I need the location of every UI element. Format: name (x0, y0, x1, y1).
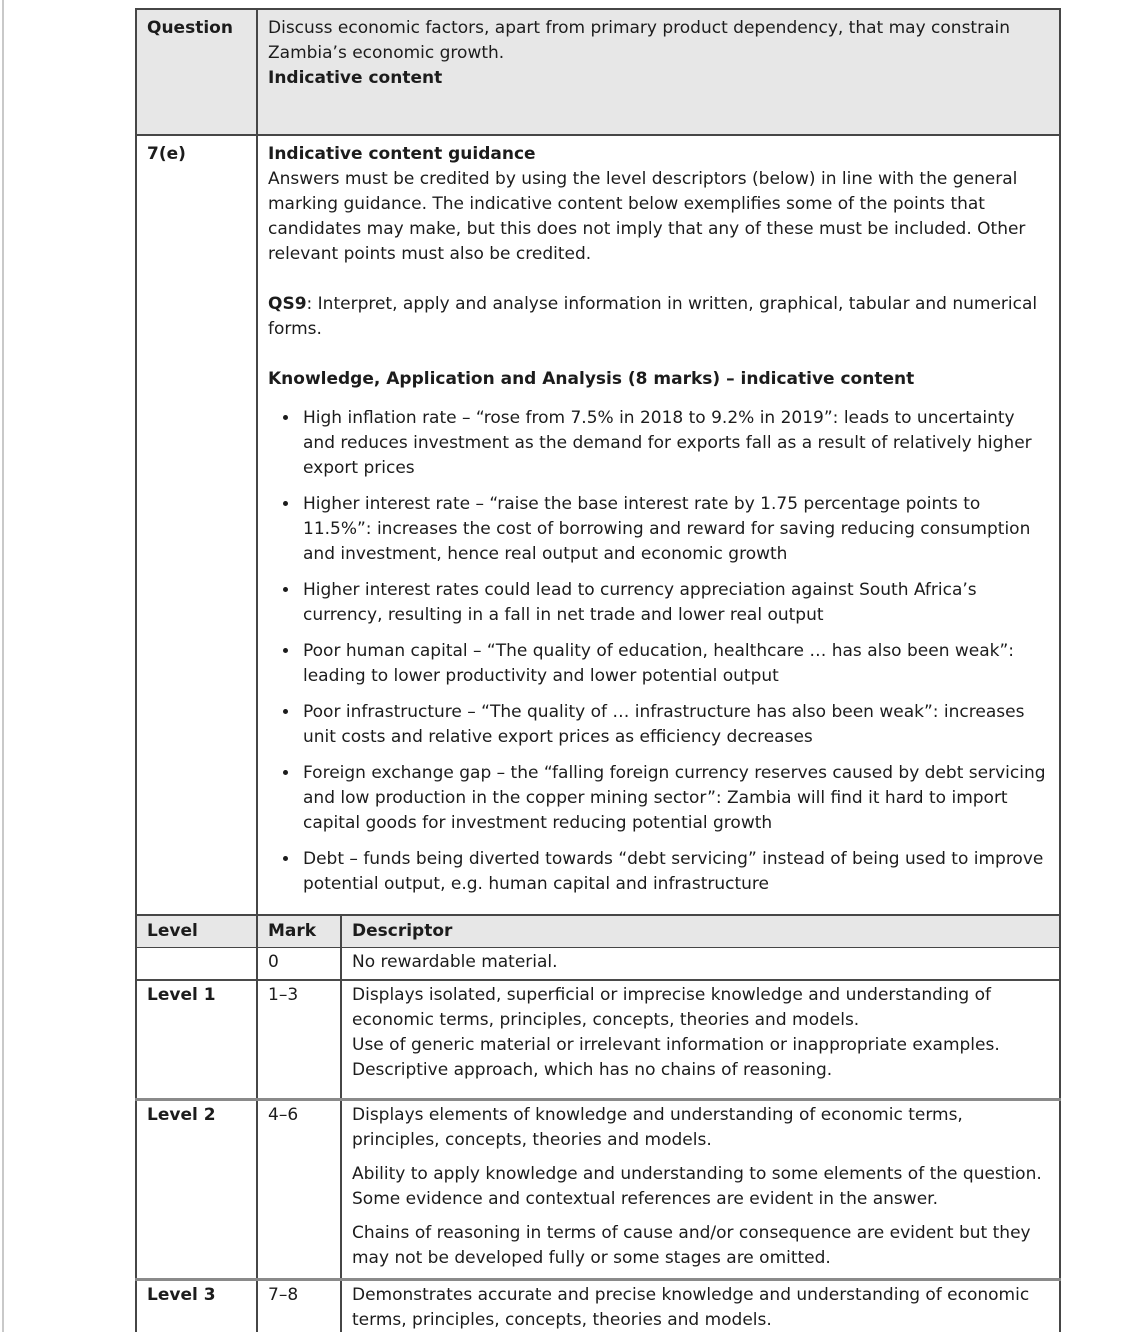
descriptor-paragraph: Demonstrates accurate and precise knowledge and understanding of economic terms, principles, concepts, theories and models. (352, 1284, 1030, 1330)
level-name-cell: Level 2 (136, 1099, 257, 1279)
question-id: 7(e) (147, 144, 186, 164)
descriptor-paragraph: Descriptive approach, which has no chains of reasoning. (352, 1060, 833, 1080)
bullet-item: • Debt – funds being diverted towards “debt servicing” instead of being used to improve potential output, e.g. human capital and infrastructure (300, 847, 1047, 897)
mark-cell: 4–6 (257, 1099, 341, 1279)
descriptor-paragraph: Displays elements of knowledge and understanding of economic terms, principles, concepts, theories and models. (352, 1104, 963, 1150)
level-header-row (136, 916, 1060, 948)
kaa-heading: Knowledge, Application and Analysis (8 marks) – indicative content (268, 369, 915, 389)
question-label-cell (136, 9, 257, 135)
question-text-cell (257, 9, 1060, 135)
level-name-cell (136, 948, 257, 981)
qs9-paragraph (268, 292, 1047, 342)
level-header-descriptor: Descriptor (341, 916, 1060, 948)
descriptor-cell (341, 948, 1060, 981)
level-row (136, 980, 1060, 1099)
descriptor-paragraph: Chains of reasoning in terms of cause and/or consequence are evident but they may not be developed fully or some stages are omitted. (352, 1222, 1031, 1268)
question-table (135, 8, 1061, 916)
level-header-mark: Mark (257, 916, 341, 948)
descriptor-paragraph: Use of generic material or irrelevant information or inappropriate examples. (352, 1035, 1000, 1055)
descriptor-cell (341, 980, 1060, 1099)
question-id-cell (136, 135, 257, 915)
page-edge-line (2, 0, 4, 1332)
indicative-content-cell (257, 135, 1060, 915)
qs9-text: : Interpret, apply and analyse information in written, graphical, tabular and numerical forms. (268, 294, 1038, 339)
mark-cell: 0 (257, 948, 341, 981)
indicative-bullet-list (268, 406, 1047, 897)
descriptor-paragraph: Ability to apply knowledge and understanding to some elements of the question. Some evidence and contextual references are evident in the answer. (352, 1163, 1042, 1209)
level-row (136, 948, 1060, 981)
bullet-item: • Foreign exchange gap – the “falling foreign currency reserves caused by debt servicing and low production in the copper mining sector”: Zambia will find it hard to import capital goods for investment reducing potential growth (300, 761, 1047, 836)
bullet-item: • Poor human capital – “The quality of education, healthcare … has also been weak”: leading to lower productivity and lower potential output (300, 639, 1047, 689)
bullet-item: • High inflation rate – “rose from 7.5% in 2018 to 9.2% in 2019”: leads to uncertainty and reduces investment as the demand for exports fall as a result of relatively higher export prices (300, 406, 1047, 481)
question-text: Discuss economic factors, apart from primary product dependency, that may constrain Zambia’s economic growth. (268, 18, 1010, 63)
indicative-content-label: Indicative content (268, 68, 443, 88)
level-table (135, 916, 1061, 1332)
level-row (136, 1099, 1060, 1279)
descriptor-paragraph: Displays isolated, superficial or imprecise knowledge and understanding of economic terms, principles, concepts, theories and models. (352, 985, 992, 1030)
descriptor-cell (341, 1279, 1060, 1332)
descriptor-paragraph: No rewardable material. (352, 952, 558, 972)
qs9-label: QS9 (268, 294, 307, 314)
bullet-item: • Higher interest rates could lead to currency appreciation against South Africa’s currency, resulting in a fall in net trade and lower real output (300, 578, 1047, 628)
mark-cell: 1–3 (257, 980, 341, 1099)
level-table-body (136, 948, 1060, 1332)
bullet-item: • Higher interest rate – “raise the base interest rate by 1.75 percentage points to 11.5%”: increases the cost of borrowing and reward for saving reducing consumption and investment, hence real output and economic growth (300, 492, 1047, 567)
question-label: Question (147, 18, 233, 38)
level-header-level: Level (136, 916, 257, 948)
question-body-row (136, 135, 1060, 915)
level-row (136, 1279, 1060, 1332)
question-header-row (136, 9, 1060, 135)
level-name-cell: Level 3 (136, 1279, 257, 1332)
descriptor-cell (341, 1099, 1060, 1279)
level-name-cell: Level 1 (136, 980, 257, 1099)
guidance-paragraph: Answers must be credited by using the level descriptors (below) in line with the general marking guidance. The indicative content below exemplifies some of the points that candidates may make, but this does not imply that any of these must be included. Other relevant points must also be credited. (268, 169, 1026, 264)
mark-cell: 7–8 (257, 1279, 341, 1332)
guidance-title: Indicative content guidance (268, 144, 536, 164)
bullet-item: • Poor infrastructure – “The quality of … infrastructure has also been weak”: increases unit costs and relative export prices as efficiency decreases (300, 700, 1047, 750)
mark-scheme-document (135, 8, 1061, 1332)
